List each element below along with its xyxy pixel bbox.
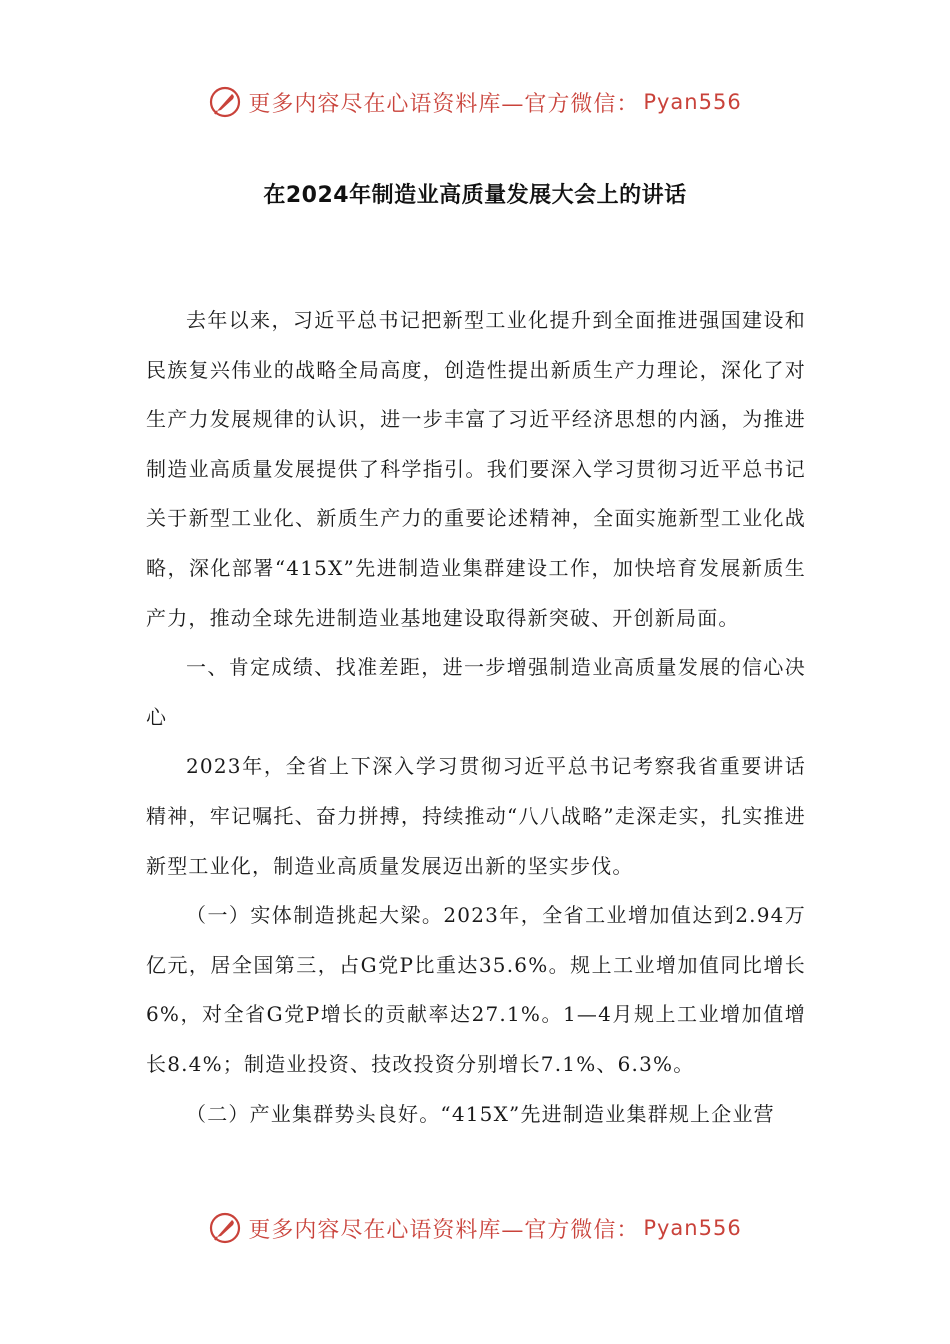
- footer-watermark: [0, 1208, 950, 1248]
- quill-logo-icon: [208, 85, 242, 119]
- watermark-wechat-id: Pyan556: [643, 90, 742, 114]
- quill-logo-icon: [208, 1211, 242, 1245]
- document-body: [146, 296, 806, 1139]
- paragraph: 2023年，全省上下深入学习贯彻习近平总书记考察我省重要讲话精神，牢记嘱托、奋力拼搏，持续推动“八八战略”走深走实，扎实推进新型工业化，制造业高质量发展迈出新的坚实步伐。: [146, 754, 806, 878]
- header-watermark: [0, 82, 950, 122]
- paragraph: 去年以来，习近平总书记把新型工业化提升到全面推进强国建设和民族复兴伟业的战略全局高度，创造性提出新质生产力理论，深化了对生产力发展规律的认识，进一步丰富了习近平经济思想的内涵，为推进制造业高质量发展提供了科学指引。我们要深入学习贯彻习近平总书记关于新型工业化、新质生产力的重要论述精神，全面实施新型工业化战略，深化部署“415X”先进制造业集群建设工作，加快培育发展新质生产力，推动全球先进制造业基地建设取得新突破、开创新局面。: [146, 308, 806, 630]
- watermark-text: 更多内容尽在心语资料库—官方微信：: [248, 91, 640, 117]
- section-heading: 一、肯定成绩、找准差距，进一步增强制造业高质量发展的信心决心: [146, 655, 806, 729]
- watermark-text: 更多内容尽在心语资料库—官方微信：: [248, 1217, 640, 1243]
- paragraph: （二）产业集群势头良好。“415X”先进制造业集群规上企业营: [186, 1101, 775, 1126]
- paragraph: （一）实体制造挑起大梁。2023年，全省工业增加值达到2.94万亿元，居全国第三，占G党P比重达35.6%。规上工业增加值同比增长6%，对全省G党P增长的贡献率达27.1%。1—4月规上工业增加值增长8.4%；制造业投资、技改投资分别增长7.1%、6.3%。: [146, 903, 806, 1076]
- watermark-wechat-id: Pyan556: [643, 1216, 742, 1240]
- document-title: 在2024年制造业高质量发展大会上的讲话: [263, 183, 687, 208]
